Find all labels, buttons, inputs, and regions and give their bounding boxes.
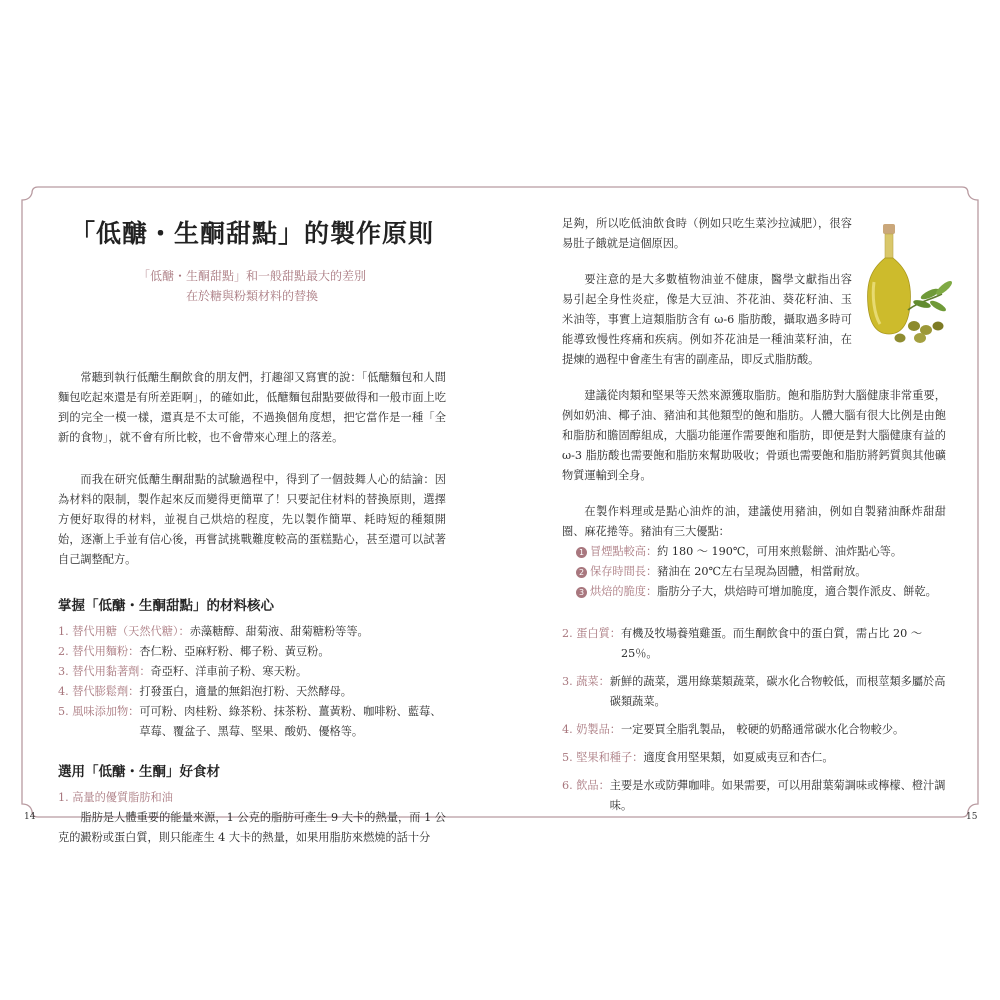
list-item xyxy=(58,662,446,682)
page-title: 「低醣・生酮甜點」的製作原則 xyxy=(69,219,434,248)
list-item-text: 奇亞籽、洋車前子粉、寒天粉。 xyxy=(150,665,308,678)
page-number-left: 14 xyxy=(24,812,36,822)
right-paragraph-1: 足夠，所以吃低油飲食時（例如只吃生菜沙拉減肥），很容易肚子餓就是這個原因。 xyxy=(562,217,852,250)
list-item xyxy=(58,702,446,742)
page-number-right: 15 xyxy=(966,812,978,822)
list-item-label: 5. 風味添加物： xyxy=(58,705,140,718)
list-item-label: 1. 替代用糖（天然代糖）： xyxy=(58,625,190,638)
list-item-label: 3. 蔬菜： xyxy=(562,675,610,688)
list-item-text: 約 180 ～ 190℃，可用來煎鬆餅、油炸點心等。 xyxy=(657,545,903,558)
list-item xyxy=(576,582,946,602)
fat-paragraph: 脂肪是人體重要的能量來源，1 公克的脂肪可產生 9 大卡的熱量，而 1 公克的澱粉或蛋白質，則只能產生 4 大卡的熱量，如果用脂肪來燃燒的話十分 xyxy=(58,811,446,844)
list-item-label: 6. 飲品： xyxy=(562,779,610,792)
left-page xyxy=(58,214,446,848)
olive-oil-bottle-icon xyxy=(856,222,956,350)
number-badge: 3 xyxy=(576,587,587,598)
list-item-text: 杏仁粉、亞麻籽粉、椰子粉、黃豆粉。 xyxy=(139,645,330,658)
subheading-fat: 1. 高量的優質脂肪和油 xyxy=(58,791,173,804)
subtitle-line-2: 在於糖與粉類材料的替換 xyxy=(185,289,318,303)
intro-paragraph-1: 常聽到執行低醣生酮飲食的朋友們，打趣卻又寫實的說：「低醣麵包和人間麵包吃起來還是有所差距啊」，的確如此，低醣麵包甜點要做得和一般市面上吃到的完全一模一樣，還真是不太可能，不過換個角度想，把它當作是一種「全新的食物」，就不會有所比較，也不會帶來心理上的落差。 xyxy=(58,371,446,444)
right-paragraph-2: 要注意的是大多數植物油並不健康，醫學文獻指出容易引起全身性炎症，像是大豆油、芥花油、葵花籽油、玉米油等，事實上這類脂肪含有 ω-6 脂肪酸，攝取過多時可能導致慢性疼痛和疾病。例如芥花油是一種油菜籽油，在提煉的過程中會產生有害的副產品，即反式脂肪酸。 xyxy=(562,273,852,366)
intro-paragraph-2: 而我在研究低醣生酮甜點的試驗過程中，得到了一個鼓舞人心的結論：因為材料的限制，製作起來反而變得更簡單了！只要記住材料的替換原則，選擇方便好取得的材料，並視自己烘焙的程度，先以製作簡單、耗時短的種類開始，逐漸上手並有信心後，再嘗試挑戰難度較高的蛋糕點心，甚至還可以試著自己調整配方。 xyxy=(58,473,446,566)
list-item xyxy=(562,720,946,740)
list-item-label: 2. 蛋白質： xyxy=(562,627,621,640)
list-item xyxy=(576,562,946,582)
food-list xyxy=(562,624,946,816)
list-item-label: 4. 奶製品： xyxy=(562,723,621,736)
right-paragraph-4: 在製作料理或是點心油炸的油，建議使用豬油，例如自製豬油酥炸甜甜圈、麻花捲等。豬油有三大優點： xyxy=(562,505,946,538)
list-item-text: 有機及牧場養殖雞蛋。而生酮飲食中的蛋白質，需占比 20 ～ 25％。 xyxy=(620,627,923,660)
list-item-text: 新鮮的蔬菜，選用綠葉類蔬菜，碳水化合物較低，而根莖類多屬於高碳類蔬菜。 xyxy=(609,675,946,708)
list-item xyxy=(562,624,946,664)
list-item-label: 2. 替代用麵粉： xyxy=(58,645,140,658)
list-item-label: 烘焙的脆度： xyxy=(590,585,658,598)
right-paragraph-3: 建議從肉類和堅果等天然來源獲取脂肪。飽和脂肪對大腦健康非常重要，例如奶油、椰子油、豬油和其他類型的飽和脂肪。人體大腦有很大比例是由飽和脂肪和膽固醇組成，大腦功能運作需要飽和脂肪，即便是對大腦健康有益的 ω-3 脂肪酸也需要飽和脂肪來幫助吸收；骨頭也需要飽和脂肪將鈣質與其他礦物質運輸到全身。 xyxy=(562,389,946,482)
list-item xyxy=(58,682,446,702)
section-heading-core: 掌握「低醣・生酮甜點」的材料核心 xyxy=(58,598,274,614)
list-item-label: 冒煙點較高： xyxy=(590,545,658,558)
list-item-text: 主要是水或防彈咖啡。如果需要，可以用甜葉菊調味或檸檬、橙汁調味。 xyxy=(609,779,946,812)
list-item-label: 3. 替代用黏著劑： xyxy=(58,665,151,678)
list-item-text: 脂肪分子大，烘焙時可增加脆度，適合製作派皮、餅乾。 xyxy=(657,585,937,598)
list-item xyxy=(576,542,946,562)
list-item-text: 赤藻糖醇、甜菊液、甜菊糖粉等等。 xyxy=(189,625,369,638)
list-item-label: 5. 堅果和種子： xyxy=(562,751,644,764)
list-item-text: 豬油在 20℃左右呈現為固體，相當耐放。 xyxy=(657,565,867,578)
list-item-text: 可可粉、肉桂粉、綠茶粉、抹茶粉、薑黃粉、咖啡粉、藍莓、草莓、覆盆子、黑莓、堅果、酸奶、優格等。 xyxy=(139,705,442,738)
list-item-text: 一定要買全脂乳製品， 較硬的奶酪通常碳水化合物較少。 xyxy=(620,723,905,736)
list-item-label: 4. 替代膨鬆劑： xyxy=(58,685,140,698)
subtitle-line-1: 「低醣・生酮甜點」和一般甜點最大的差別 xyxy=(137,269,366,283)
list-item-text: 適度食用堅果類，如夏威夷豆和杏仁。 xyxy=(643,751,834,764)
list-item xyxy=(562,776,946,816)
list-item-text: 打發蛋白，適量的無鋁泡打粉、天然酵母。 xyxy=(139,685,352,698)
list-item xyxy=(58,642,446,662)
page-subtitle xyxy=(58,266,446,306)
list-item-label: 保存時間長： xyxy=(590,565,658,578)
list-item xyxy=(562,672,946,712)
lard-advantages-list xyxy=(562,542,946,602)
list-item xyxy=(58,622,446,642)
number-badge: 1 xyxy=(576,547,587,558)
list-item xyxy=(562,748,946,768)
number-badge: 2 xyxy=(576,567,587,578)
core-ingredient-list xyxy=(58,622,446,742)
section-heading-ingredients: 選用「低醣・生酮」好食材 xyxy=(58,764,220,780)
